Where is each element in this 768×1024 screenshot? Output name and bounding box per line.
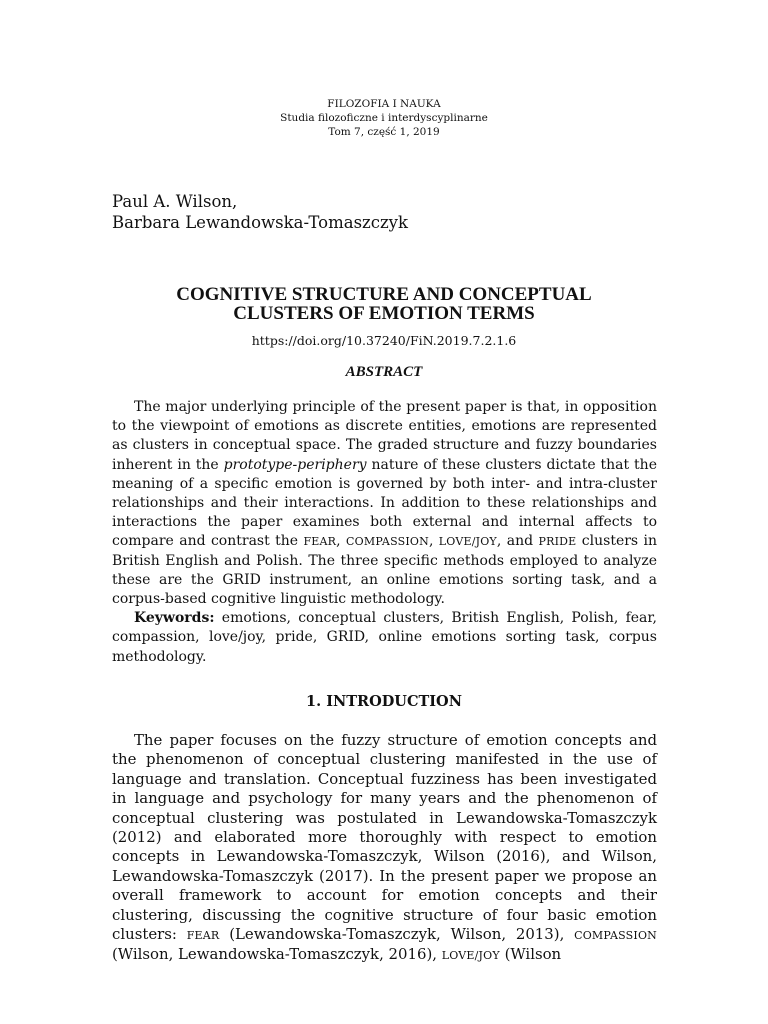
author-2: Barbara Lewandowska-Tomaszczyk [112,213,408,232]
intro-text-3: (Wilson, Lewandowska-Tomaszczyk, 2016), [112,945,442,964]
term-pride: PRIDE [538,535,577,549]
intro-term-lovejoy: LOVE/JOY [441,949,500,963]
abstract-body [112,398,657,667]
term-lovejoy: LOVE/JOY [438,535,497,549]
abstract-text-1: The major underlying principle of the present paper is that, in opposition to the viewpoint of emotions as discrete entities, emotions are represented as clusters in conceptual space. The graded structure and fuzzy boundaries inherent in the [112,399,657,473]
abstract-italic-term: prototype-periphery [223,456,367,473]
abstract-sep-1: , [336,533,347,550]
introduction-heading: 1. INTRODUCTION [306,693,462,710]
abstract-sep-2: , [428,533,439,550]
intro-term-fear: FEAR [186,929,220,943]
abstract-heading: ABSTRACT [345,364,423,380]
title-line-1: COGNITIVE STRUCTURE AND CONCEPTUAL [176,284,592,305]
author-list [112,191,408,233]
journal-subtitle: Studia filozoficzne i interdyscyplinarne [280,112,488,124]
term-fear: FEAR [303,535,337,549]
intro-text-4: (Wilson [499,945,562,964]
keywords-list: emotions, conceptual clusters, British English, Polish, fear, compassion, love/joy, pride, GRID, online emotions sorting task, corpus methodology. [112,610,657,665]
abstract-text-3: clusters in British English and Polish. The three specific methods employed to analyze these are the GRID instrument, an online emotions sorting task, and a corpus-based cognitive linguistic methodology. [112,533,657,608]
paper-title [0,285,768,323]
doi-link[interactable]: https://doi.org/10.37240/FiN.2019.7.2.1.6 [251,333,517,348]
abstract-sep-3: , and [496,533,539,550]
keywords-label: Keywords: [134,610,215,627]
abstract-paragraph [112,398,657,609]
abstract-text-2: nature of these clusters dictate that the meaning of a specific emotion is governed by both inter- and intra-cluster relationships and their interactions. In addition to these relationships and interactions the paper examines both external and internal affects to compare and contrast the [112,456,657,550]
journal-name: FILOZOFIA I NAUKA [327,98,441,110]
term-compassion: COMPASSION [346,535,429,549]
intro-text-2: (Lewandowska-Tomaszczyk, Wilson, 2013), [219,925,575,944]
intro-text-1: The paper focuses on the fuzzy structure of emotion concepts and the phenomenon of conceptual clustering manifested in the use of language and translation. Conceptual fuzziness has been investigated in language and psychology for many years and the phenomenon of conceptual clustering was postulated in Lewandowska-Tomaszczyk (2012) and elaborated more thoroughly with respect to emotion concepts in Lewandowska-Tomaszczyk, Wilson (2016), and Wilson, Lewandowska-Tomaszczyk (2017). In the present paper we propose an overall framework to account for emotion concepts and their clustering, discussing the cognitive structure of four basic emotion clusters: [112,731,657,944]
keywords-paragraph [112,609,657,667]
author-1: Paul A. Wilson, [112,192,238,211]
title-line-2: CLUSTERS OF EMOTION TERMS [233,303,535,324]
journal-volume: Tom 7, część 1, 2019 [328,126,440,138]
introduction-body [112,731,657,966]
journal-header [0,97,768,139]
intro-term-compassion: COMPASSION [574,929,657,943]
introduction-paragraph [112,731,657,966]
